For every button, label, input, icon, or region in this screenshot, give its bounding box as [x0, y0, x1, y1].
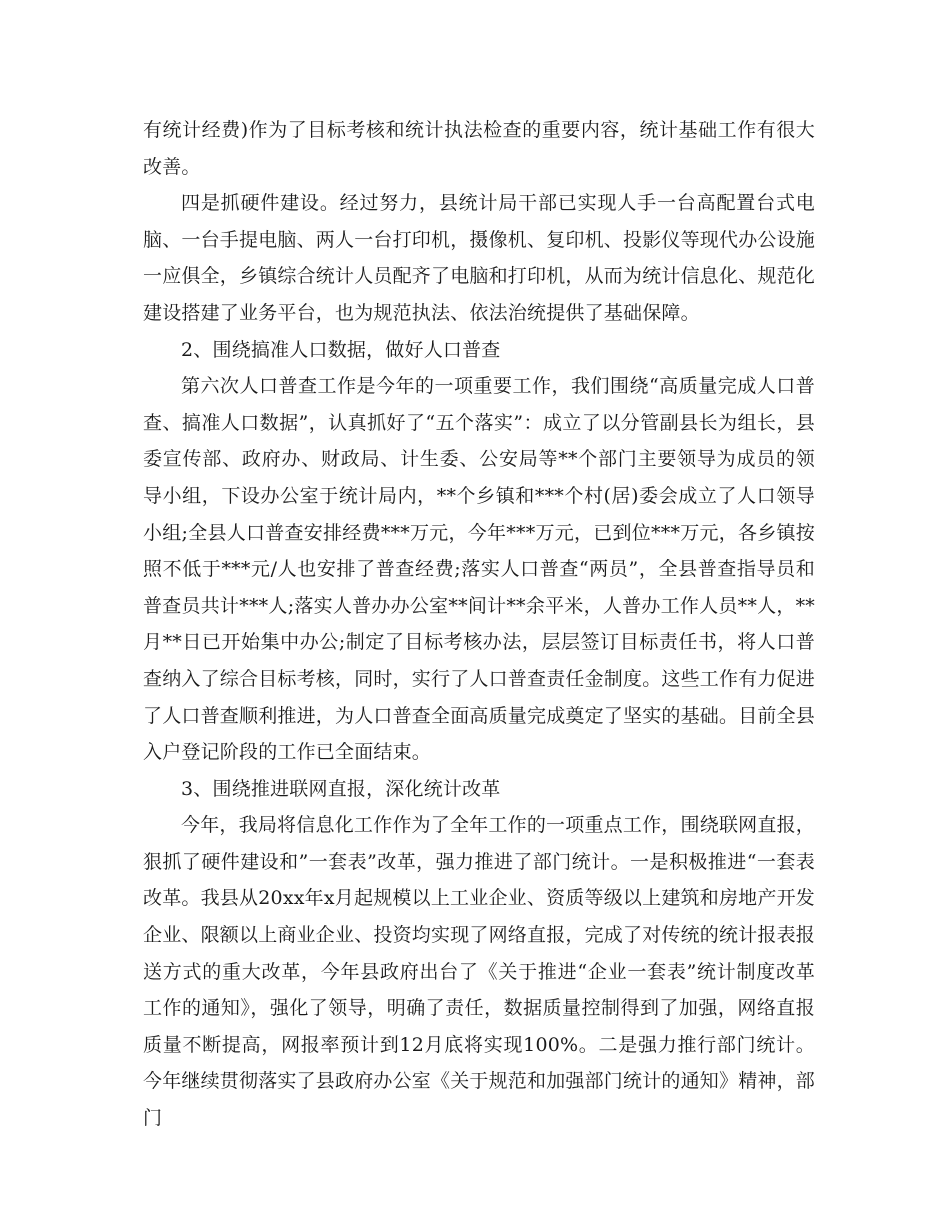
paragraph-4: 今年，我局将信息化工作作为了全年工作的一项重点工作，围绕联网直报，狠抓了硬件建设和”一套表”改革，强力推进了部门统计。一是积极推进“一套表改革。我县从20xx年x月起规模以上工业企业、资质等级以上建筑和房地产开发企业、限额以上商业企业、投资均实现了网络直报，完成了对传统的统计报表报送方式的重大改革，今年县政府出台了《关于推进“企业一套表”统计制度改革工作的通知》，强化了领导，明确了责任，数据质量控制得到了加强，网络直报质量不断提高，网报率预计到12月底将实现100%。二是强力推行部门统计。今年继续贯彻落实了县政府办公室《关于规范和加强部门统计的通知》精神，部门: [143, 814, 816, 1130]
paragraph-2: 四是抓硬件建设。经过努力，县统计局干部已实现人手一台高配置台式电脑、一台手提电脑、两人一台打印机，摄像机、复印机、投影仪等现代办公设施一应俱全，乡镇综合统计人员配齐了电脑和打印机，从而为统计信息化、规范化建设搭建了业务平台，也为规范执法、依法治统提供了基础保障。: [143, 192, 816, 324]
section-heading-3: 3、围绕推进联网直报，深化统计改革: [181, 777, 501, 800]
paragraph-1: 有统计经费)作为了目标考核和统计执法检查的重要内容，统计基础工作有很大改善。: [143, 119, 815, 178]
document-body: [143, 112, 815, 1137]
paragraph-3: 第六次人口普查工作是今年的一项重要工作，我们围绕“高质量完成人口普查、搞准人口数据”，认真抓好了“五个落实”：成立了以分管副县长为组长，县委宣传部、政府办、财政局、计生委、公安局等**个部门主要领导为成员的领导小组，下设办公室于统计局内，**个乡镇和***个村(居)委会成立了人口领导小组;全县人口普查安排经费***万元，今年***万元，已到位***万元，各乡镇按照不低于***元/人也安排了普查经费;落实人口普查“两员”，全县普查指导员和普查员共计***人;落实人普办办公室**间计**余平米，人普办工作人员**人，**月**日已开始集中办公;制定了目标考核办法，层层签订目标责任书，将人口普查纳入了综合目标考核，同时，实行了人口普查责任金制度。这些工作有力促进了人口普查顺利推进，为人口普查全面高质量完成奠定了坚实的基础。目前全县入户登记阶段的工作已全面结束。: [143, 375, 816, 764]
section-heading-2: 2、围绕搞准人口数据，做好人口普查: [181, 338, 501, 361]
